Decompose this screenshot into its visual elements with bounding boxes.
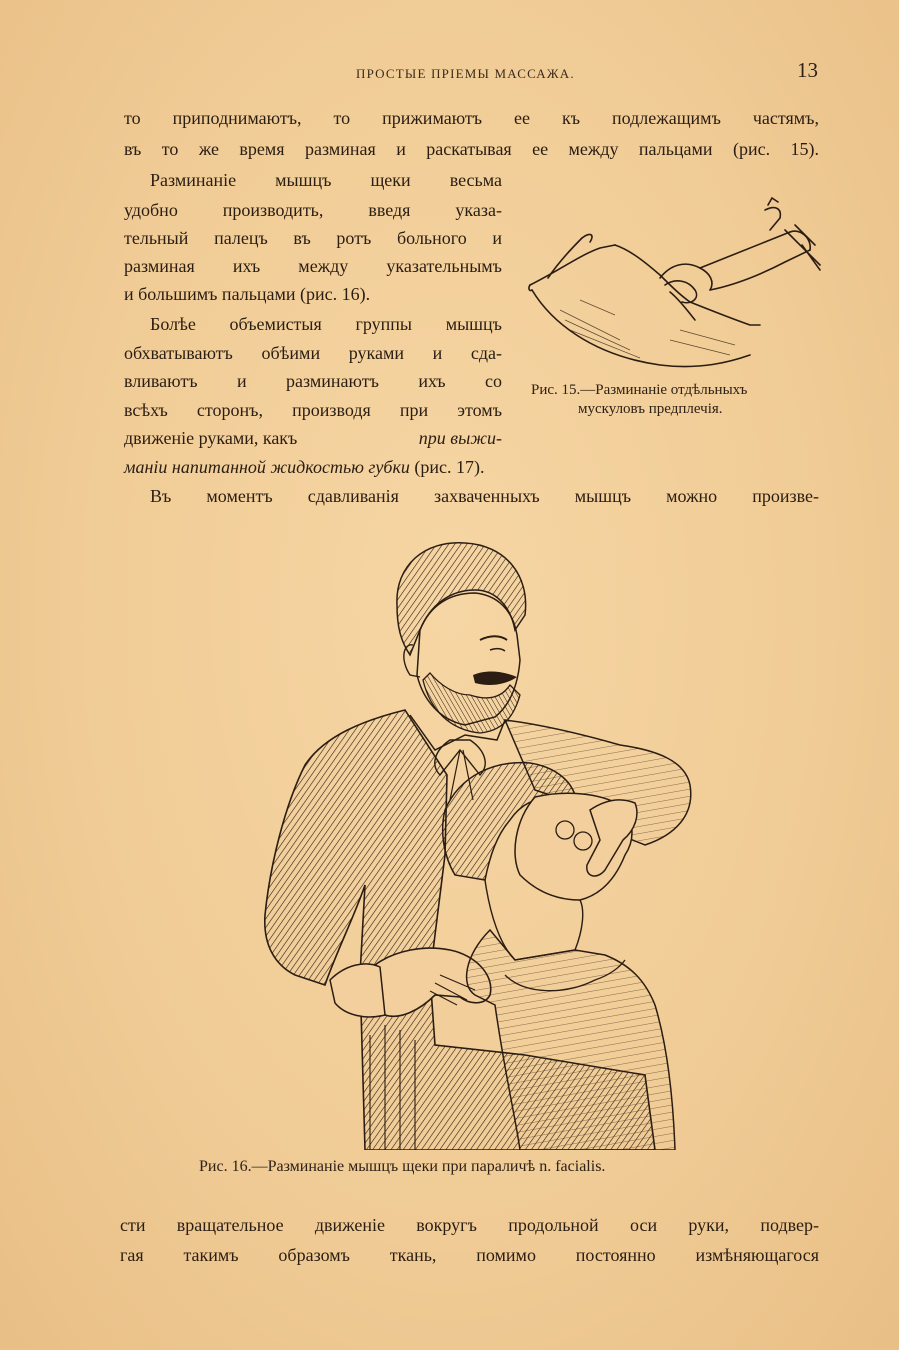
- page-number: 13: [797, 58, 818, 82]
- text-line-11: всѣхъ сторонъ, производя при этомъ: [124, 400, 502, 420]
- text-line-1: то приподнимаютъ, то прижимаютъ ее къ подлежащимъ частямъ,: [124, 108, 819, 128]
- text-line-6: разминая ихъ между указательнымъ: [124, 256, 502, 276]
- text-line-12-plain: движеніе руками, какъ: [124, 428, 298, 448]
- text-line-5: тельный палецъ въ ротъ больного и: [124, 228, 502, 248]
- text-line-7: и большимъ пальцами (рис. 16).: [124, 284, 371, 304]
- text-line-9: обхватываютъ обѣими руками и сда-: [124, 343, 502, 363]
- text-line-13-plain: (рис. 17).: [409, 457, 485, 477]
- figure-16-caption: Рис. 16.—Разминаніе мышцъ щеки при параличѣ n. facialis.: [199, 1158, 606, 1175]
- running-head: ПРОСТЫЕ ПРІЕМЫ МАССАЖА.: [356, 66, 575, 81]
- text-line-4: удобно производить, введя указа-: [124, 200, 502, 220]
- text-line-15: сти вращательное движеніе вокругъ продольной оси руки, подвер-: [120, 1215, 819, 1235]
- text-line-16: гая такимъ образомъ ткань, помимо постоянно измѣняющагося: [120, 1245, 819, 1265]
- text-line-2: въ то же время разминая и раскатывая ее между пальцами (рис. 15).: [124, 139, 819, 159]
- text-line-8: Болѣе объемистыя группы мышцъ: [150, 314, 502, 334]
- text-line-14: Въ моментъ сдавливанія захваченныхъ мышцъ можно произве-: [150, 486, 819, 506]
- figure-15-illustration: [520, 190, 825, 380]
- text-line-12-italic: при выжи-: [418, 428, 502, 448]
- page-header: [0, 58, 899, 88]
- text-line-13-italic: маніи напитанной жидкостью губки: [124, 457, 410, 477]
- figure-15-caption-line-2: мускуловъ предплечія.: [578, 401, 723, 417]
- text-line-3: Разминаніе мышцъ щеки весьма: [150, 170, 502, 190]
- figure-16-illustration: [235, 535, 700, 1150]
- text-line-10: вливаютъ и разминаютъ ихъ со: [124, 371, 502, 391]
- figure-15-caption-line-1: Рис. 15.—Разминаніе отдѣльныхъ: [531, 382, 748, 398]
- text-line-12: [124, 429, 502, 447]
- text-line-13: [124, 458, 485, 476]
